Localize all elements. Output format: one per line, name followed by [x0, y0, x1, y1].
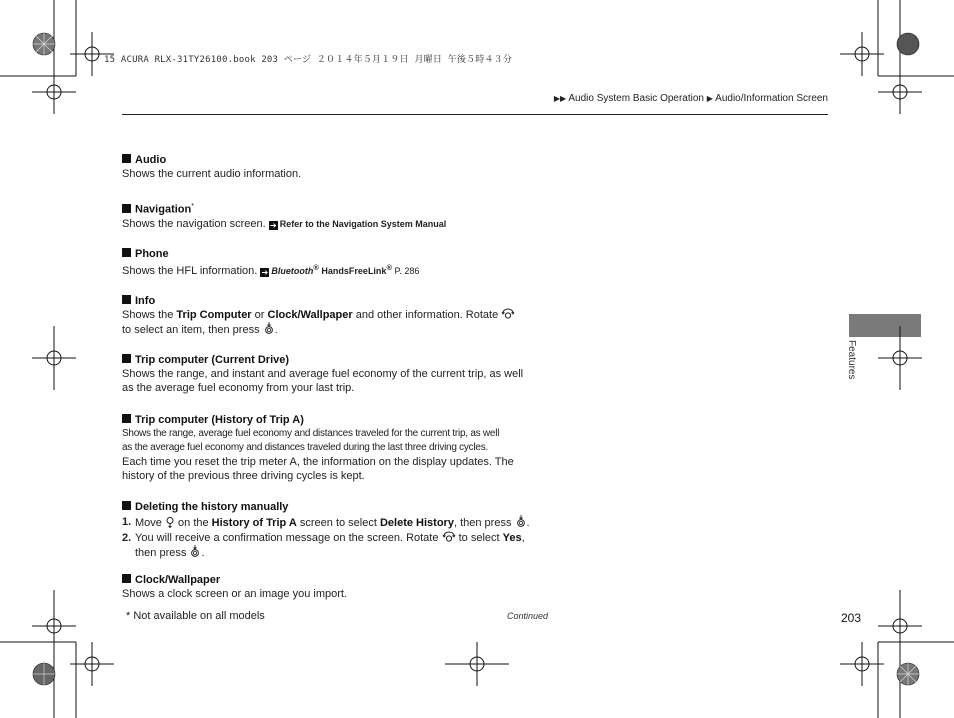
chapter-label: Features [846, 340, 857, 380]
interface-dial-move-icon [165, 516, 175, 528]
asterisk-mark: * [191, 203, 194, 210]
square-bullet-icon [122, 248, 131, 257]
continued-label: Continued [507, 611, 549, 621]
footnote: * Not available on all models [126, 610, 265, 622]
navigation-text: Shows the navigation screen. ➔ Refer to the Navigation System Manual [122, 217, 447, 230]
square-bullet-icon [122, 414, 131, 423]
section-info [122, 294, 552, 337]
handsfreelink-xref[interactable]: ➔ Bluetooth® HandsFreeLink® P. 286 [261, 263, 420, 277]
section-trip-current [122, 353, 552, 395]
section-clock-wallpaper [122, 573, 552, 601]
heading-audio: Audio [122, 153, 552, 167]
heading-navigation: Navigation* [122, 200, 552, 217]
interface-dial-rotate-icon [501, 308, 515, 320]
heading-trip-history: Trip computer (History of Trip A) [122, 413, 552, 427]
heading-info: Info [122, 294, 552, 308]
clock-text: Shows a clock screen or an image you import. [122, 588, 347, 600]
breadcrumb-arrows: ▶▶ [553, 94, 567, 103]
interface-dial-press-icon [263, 322, 275, 335]
section-navigation [122, 200, 552, 231]
info-text: Shows the Trip Computer or Clock/Wallpaper and other information. Rotate to select an item, then press . [122, 308, 552, 337]
square-bullet-icon [122, 295, 131, 304]
print-header: 15 ACURA RLX-31TY26100.book 203 ページ ２０１４年５月１９日 月曜日 午後５時４３分 [104, 55, 513, 65]
square-bullet-icon [122, 354, 131, 363]
heading-trip-current: Trip computer (Current Drive) [122, 353, 552, 367]
interface-dial-rotate-icon [442, 531, 456, 543]
square-bullet-icon [122, 574, 131, 583]
interface-dial-press-icon [515, 515, 527, 528]
audio-text: Shows the current audio information. [122, 168, 302, 180]
step-1: 1. Move on the History of Trip A screen to select Delete History, then press . [122, 516, 530, 529]
trip-current-text: Shows the range, and instant and average fuel economy of the current trip, as well as the average fuel economy from your last trip. [122, 368, 524, 394]
trip-history-text: Shows the range, average fuel economy and distances traveled for the current trip, as well as the average fuel economy and distances traveled during the last three driving cycles. Each time you reset the trip meter A, the information on the display updates. The history of the previous three driving cycles is kept. [122, 428, 514, 482]
breadcrumb-separator: ▶ [706, 94, 713, 103]
navigation-manual-xref[interactable]: ➔ Refer to the Navigation System Manual [269, 218, 447, 230]
interface-dial-press-icon [189, 545, 201, 558]
heading-phone: Phone [122, 247, 552, 261]
breadcrumb-current: Audio/Information Screen [715, 93, 828, 104]
breadcrumb-link-basic-operation[interactable]: Audio System Basic Operation [568, 93, 704, 104]
heading-clock-wallpaper: Clock/Wallpaper [122, 573, 552, 587]
section-trip-history [122, 413, 552, 483]
page-number: 203 [841, 611, 862, 625]
square-bullet-icon [122, 501, 131, 510]
chapter-tab[interactable] [849, 314, 921, 337]
header-rule [122, 114, 828, 115]
section-audio [122, 153, 552, 181]
step-2: 2. You will receive a confirmation message on the screen. Rotate to select Yes, then press . [122, 532, 525, 559]
square-bullet-icon [122, 204, 131, 213]
cross-reference-icon: ➔ [261, 268, 269, 277]
deleting-steps [122, 515, 552, 560]
breadcrumb [554, 93, 828, 104]
phone-text: Shows the HFL information. ➔ Bluetooth® HandsFreeLink® P. 286 [122, 263, 420, 277]
square-bullet-icon [122, 154, 131, 163]
section-phone [122, 247, 552, 278]
section-deleting-history [122, 500, 552, 560]
heading-deleting-history: Deleting the history manually [122, 500, 552, 514]
cross-reference-icon: ➔ [269, 220, 277, 230]
